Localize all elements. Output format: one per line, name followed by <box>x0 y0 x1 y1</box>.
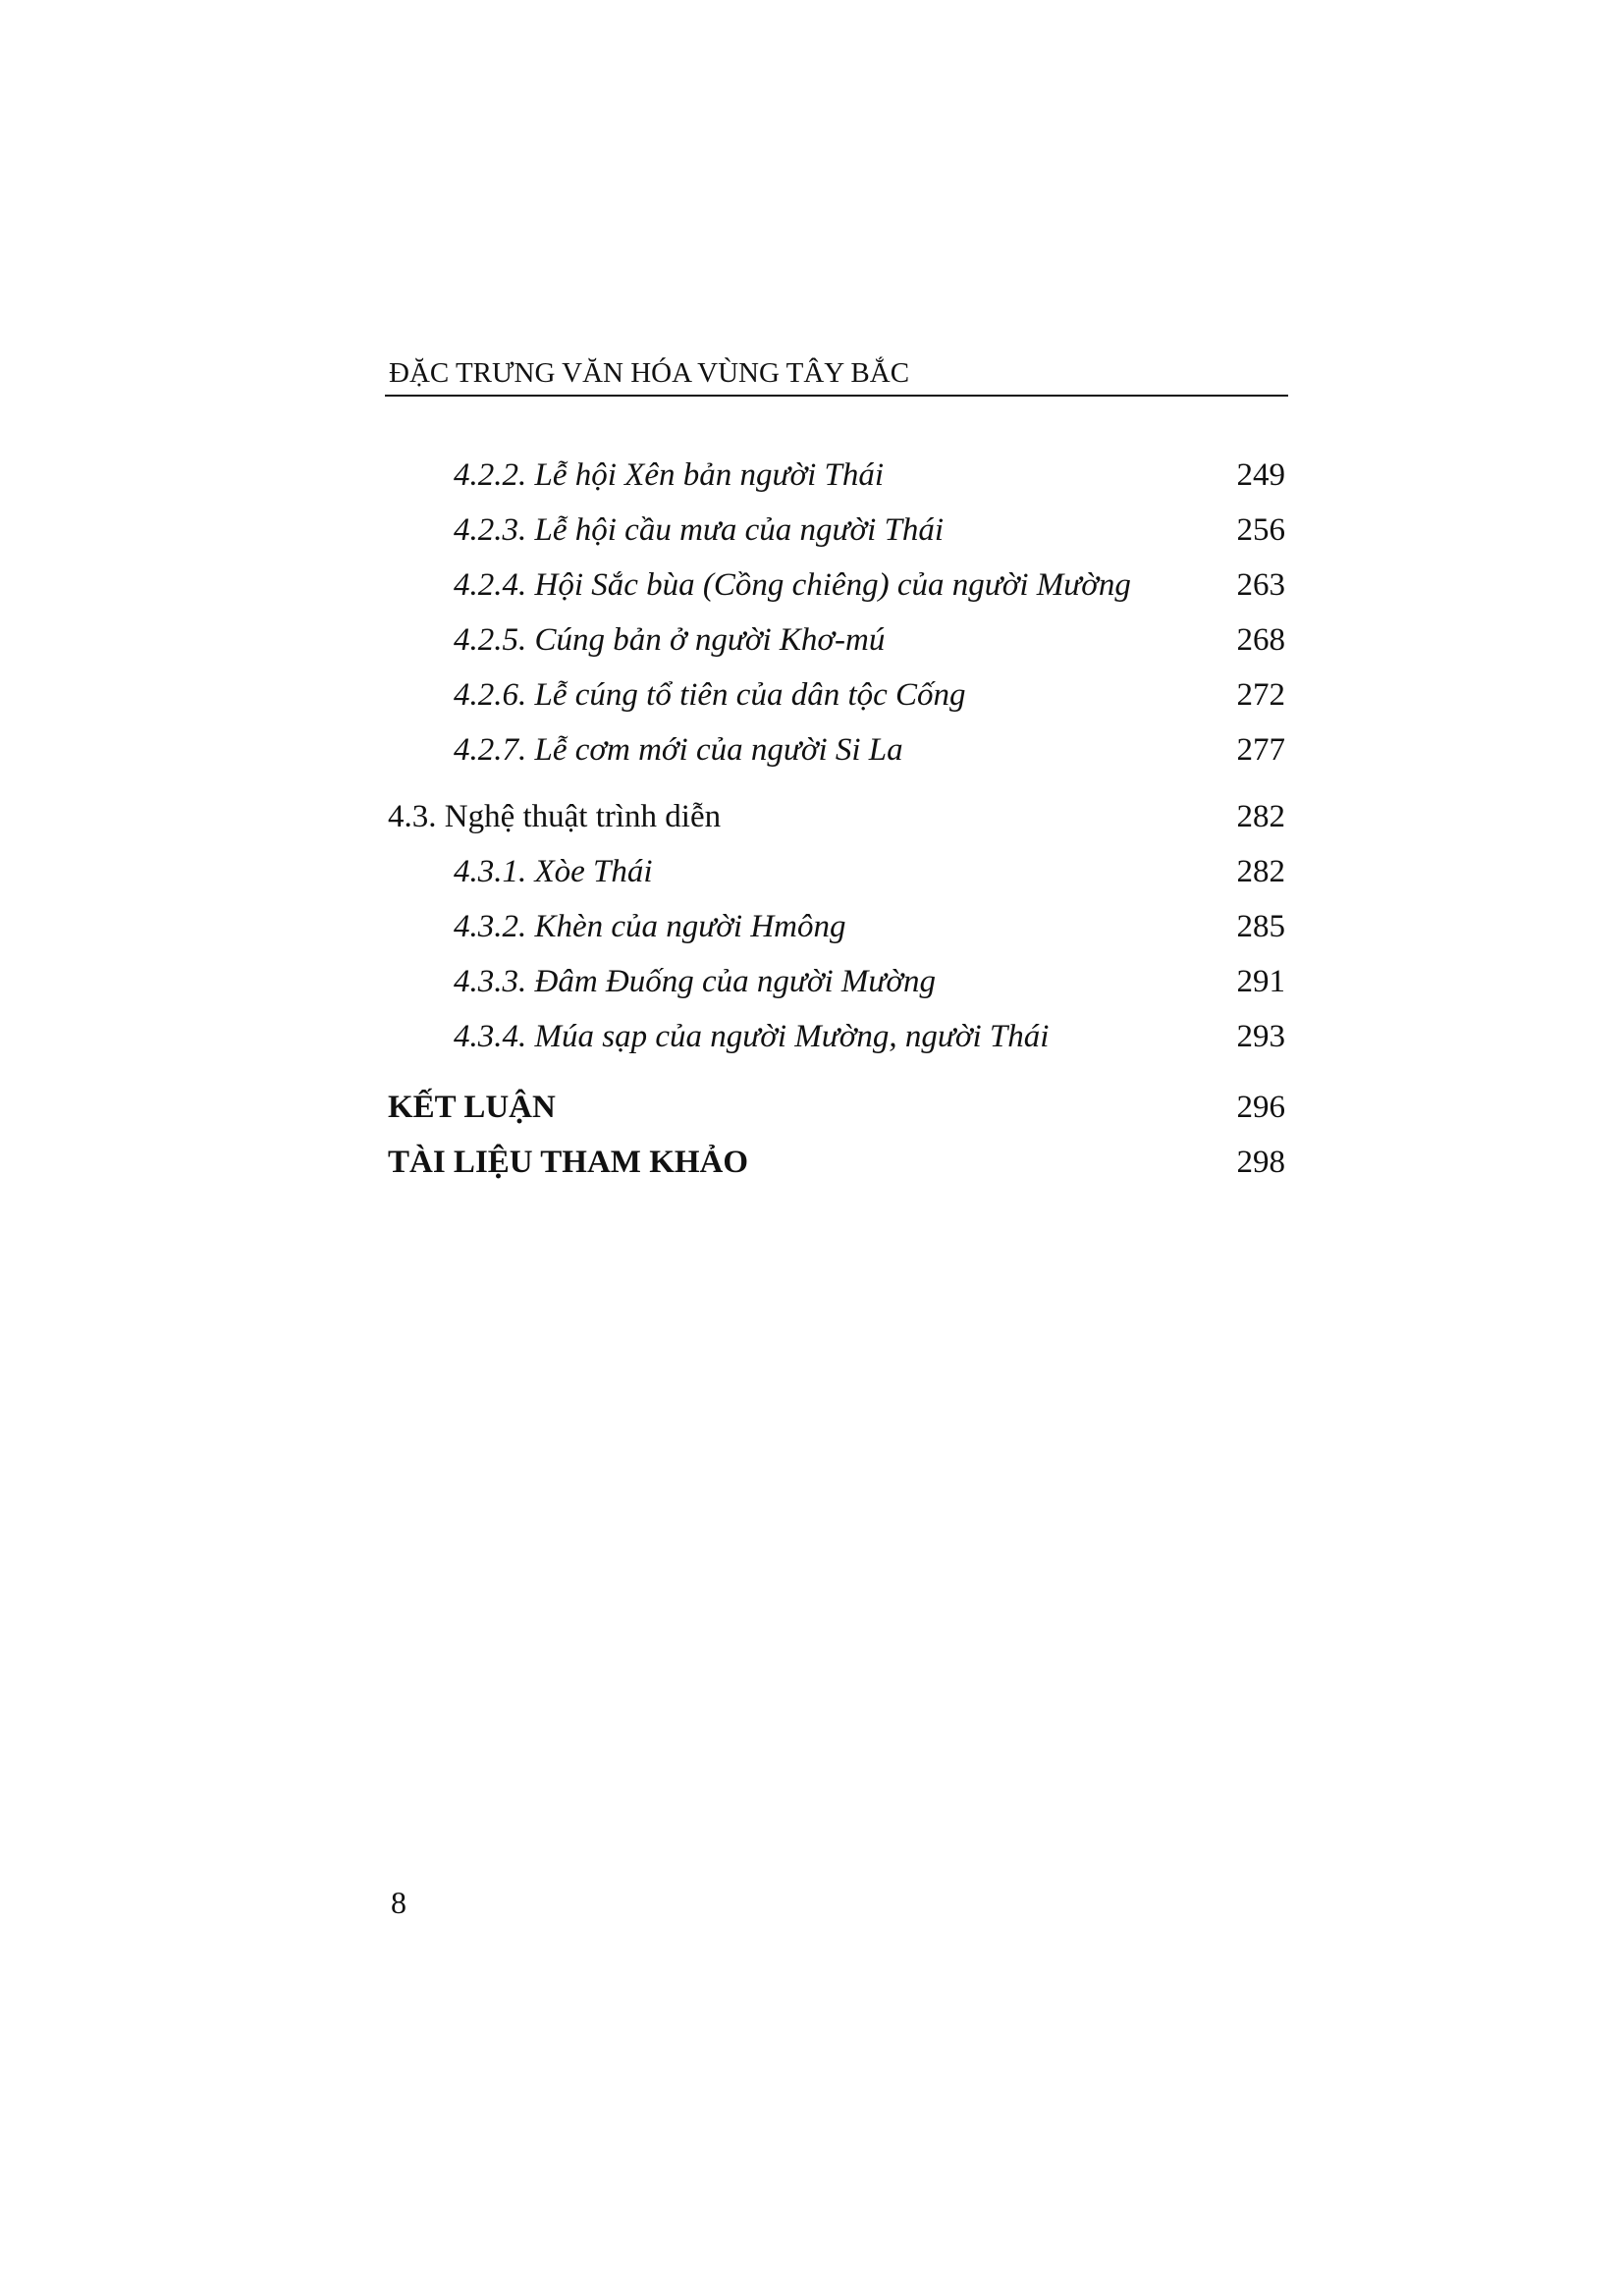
toc-entry-title: 4.3.2. Khèn của người Hmông <box>454 909 846 944</box>
toc-entry-title: 4.2.7. Lễ cơm mới của người Si La <box>454 732 903 768</box>
toc-entry-4-3-4 <box>385 1013 1288 1068</box>
toc-entry-page: 282 <box>1236 854 1285 889</box>
toc-entry-page: 298 <box>1236 1145 1285 1180</box>
toc-entry-page: 272 <box>1236 677 1285 713</box>
toc-entry-4-2-3 <box>385 507 1288 561</box>
toc-entry-page: 256 <box>1236 512 1285 548</box>
toc-entry-ket-luan <box>385 1084 1288 1139</box>
toc-entry-page: 282 <box>1236 799 1285 834</box>
running-header <box>385 353 1288 397</box>
toc-entry-title: 4.2.2. Lễ hội Xên bản người Thái <box>454 457 885 493</box>
toc-entry-page: 293 <box>1236 1019 1285 1054</box>
toc-entry-page: 263 <box>1236 567 1285 603</box>
toc-entry-4-3-1 <box>385 848 1288 903</box>
toc-entry-4-3 <box>385 793 1288 848</box>
toc-entry-title: 4.3.3. Đâm Đuống của người Mường <box>454 964 937 999</box>
toc-entry-title: 4.2.5. Cúng bản ở người Khơ-mú <box>454 622 886 658</box>
toc-entry-page: 296 <box>1236 1090 1285 1125</box>
toc-entry-4-2-6 <box>385 671 1288 726</box>
toc-entry-4-3-3 <box>385 958 1288 1013</box>
toc-entry-title: 4.3. Nghệ thuật trình diễn <box>388 799 722 834</box>
toc-entry-4-3-2 <box>385 903 1288 958</box>
toc-entry-4-2-5 <box>385 616 1288 671</box>
toc-entry-title: 4.2.3. Lễ hội cầu mưa của người Thái <box>454 512 945 548</box>
toc-entry-tai-lieu-tham-khao <box>385 1139 1288 1194</box>
running-header-title: ĐẶC TRƯNG VĂN HÓA VÙNG TÂY BẮC <box>389 357 910 389</box>
toc-entry-page: 277 <box>1236 732 1285 768</box>
toc-entry-4-2-2 <box>385 452 1288 507</box>
page-number: 8 <box>391 1885 406 1920</box>
toc-entry-4-2-4 <box>385 561 1288 616</box>
toc-entry-title: KẾT LUẬN <box>388 1090 556 1125</box>
toc-entry-title: 4.3.1. Xòe Thái <box>454 854 653 889</box>
toc-entry-page: 291 <box>1236 964 1285 999</box>
toc-entry-title: 4.2.4. Hội Sắc bùa (Cồng chiêng) của người Mường <box>454 567 1131 603</box>
toc-entry-title: 4.3.4. Múa sạp của người Mường, người Thái <box>454 1019 1050 1054</box>
toc-entry-page: 249 <box>1236 457 1285 493</box>
toc-entry-page: 285 <box>1236 909 1285 944</box>
toc-entry-title: 4.2.6. Lễ cúng tổ tiên của dân tộc Cống <box>454 677 966 713</box>
toc-entry-title: TÀI LIỆU THAM KHẢO <box>388 1145 749 1180</box>
toc-entry-page: 268 <box>1236 622 1285 658</box>
table-of-contents <box>385 452 1288 1194</box>
toc-entry-4-2-7 <box>385 726 1288 781</box>
